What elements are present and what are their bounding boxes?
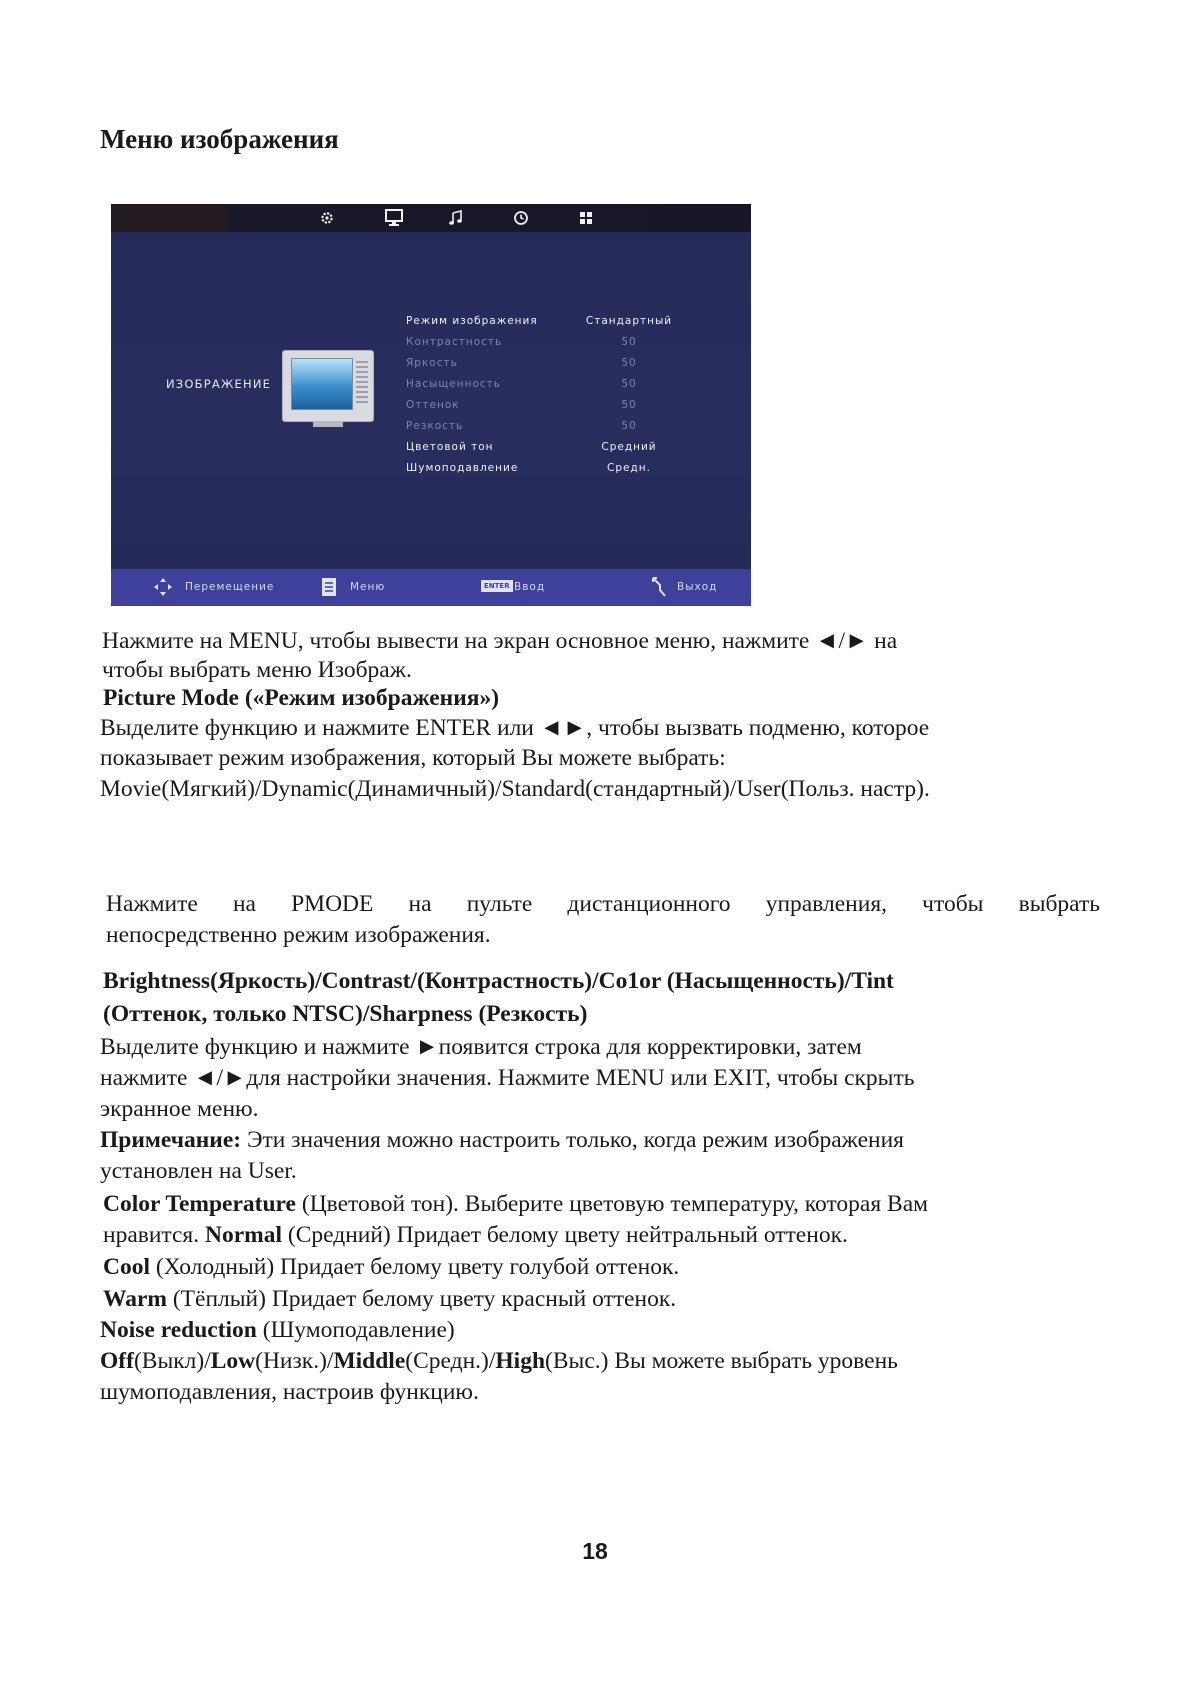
osd-row-label: Насыщенность — [406, 378, 501, 390]
osd-row-value: 50 — [621, 336, 637, 348]
color-temp-line-1 — [103, 1189, 928, 1220]
osd-row-noise-reduction[interactable] — [406, 459, 706, 480]
cool-line — [103, 1252, 679, 1283]
normal-text: (Средний) Придает белому цвету нейтральный оттенок. — [282, 1222, 848, 1248]
high-label: High — [495, 1348, 546, 1374]
high-text: (Выс.) Вы можете выбрать уровень — [545, 1348, 898, 1374]
osd-row-value: Стандартный — [585, 315, 673, 327]
picture-mode-line-2: показывает режим изображения, который Вы можете выбрать: — [100, 745, 726, 771]
osd-row-value: 50 — [621, 399, 637, 411]
music-note-icon — [447, 210, 465, 226]
osd-row-label: Яркость — [406, 357, 458, 369]
osd-row-sharpness[interactable] — [406, 417, 706, 438]
picture-mode-heading: Picture Mode («Режим изображения») — [103, 685, 500, 711]
intro-line-2: чтобы выбрать меню Изображ. — [102, 657, 412, 683]
intro-line-1: Нажмите на MENU, чтобы вывести на экран основное меню, нажмите ◄/► на — [102, 628, 898, 654]
osd-row-label: Режим изображения — [406, 315, 538, 327]
picture-menu-screenshot — [111, 204, 751, 606]
cool-label: Cool — [103, 1254, 150, 1280]
osd-hint-bar — [111, 569, 751, 606]
color-temp-label: Color Temperature — [103, 1191, 296, 1217]
osd-row-contrast[interactable] — [406, 333, 706, 354]
osd-row-label: Оттенок — [406, 399, 460, 411]
enter-key-icon: ENTER — [481, 580, 513, 592]
brightness-line-1: Выделите функцию и нажмите ►появится строка для корректировки, затем — [100, 1034, 862, 1060]
osd-row-value: 50 — [621, 378, 637, 390]
tv-illustration — [282, 350, 374, 422]
noise-reduction-label: Noise reduction — [100, 1317, 257, 1343]
color-temp-line-2 — [103, 1220, 848, 1251]
page-number: 18 — [582, 1538, 608, 1564]
osd-row-tint[interactable] — [406, 396, 706, 417]
osd-row-brightness[interactable] — [406, 354, 706, 375]
color-temp-text: (Цветовой тон). Выберите цветовую температуру, которая Вам — [296, 1191, 929, 1217]
middle-label: Middle — [333, 1348, 406, 1374]
pmode-line-2: непосредственно режим изображения. — [106, 922, 491, 948]
hint-enter: Ввод — [514, 581, 546, 593]
noise-reduction-line-1 — [100, 1315, 455, 1346]
osd-row-label: Контрастность — [406, 336, 503, 348]
noise-reduction-line-3: шумоподавления, настроив функцию. — [100, 1379, 479, 1405]
osd-row-color[interactable] — [406, 375, 706, 396]
osd-row-color-temperature[interactable] — [406, 438, 706, 459]
move-arrows-icon — [153, 577, 173, 597]
note-line-1 — [100, 1125, 904, 1156]
brightness-heading-line-1: Brightness(Яркость)/Contrast/(Контрастность)/Co1or (Насыщенность)/Tint — [103, 968, 894, 994]
monitor-icon — [384, 209, 404, 227]
picture-mode-line-3: Movie(Мягкий)/Dynamic(Динамичный)/Standard(стандартный)/User(Польз. настр). — [100, 776, 930, 802]
osd-row-label: Шумоподавление — [406, 462, 519, 474]
middle-text: (Средн.)/ — [405, 1348, 496, 1374]
osd-row-label: Цветовой тон — [406, 441, 494, 453]
warm-text: (Тёплый) Придает белому цвету красный оттенок. — [166, 1286, 677, 1312]
cool-text: (Холодный) Придает белому цвету голубой оттенок. — [150, 1254, 680, 1280]
hint-menu: Меню — [350, 581, 386, 593]
osd-row-label: Резкость — [406, 420, 464, 432]
color-temp-text-pre: нравится. — [103, 1222, 205, 1248]
grid-icon — [577, 210, 595, 226]
off-label: Off — [100, 1348, 134, 1374]
off-text: (Выкл)/ — [133, 1348, 211, 1374]
osd-section-label: ИЗОБРАЖЕНИЕ — [166, 377, 272, 391]
brightness-line-2: нажмите ◄/►для настройки значения. Нажмите MENU или EXIT, чтобы скрыть — [100, 1065, 915, 1091]
brightness-line-3: экранное меню. — [100, 1096, 259, 1122]
clock-icon — [512, 210, 530, 226]
picture-mode-line-1: Выделите функцию и нажмите ENTER или ◄►, чтобы вызвать подменю, которое — [100, 715, 930, 741]
page-title: Меню изображения — [100, 124, 339, 154]
gear-icon — [318, 210, 336, 226]
exit-icon — [650, 576, 668, 598]
noise-reduction-text: (Шумоподавление) — [256, 1317, 455, 1343]
low-label: Low — [210, 1348, 256, 1374]
osd-row-value: Средний — [601, 441, 657, 453]
note-label: Примечание: — [100, 1127, 242, 1153]
osd-row-value: Средн. — [607, 462, 651, 474]
osd-tab-bar — [111, 204, 751, 232]
noise-reduction-line-2 — [100, 1346, 898, 1377]
pmode-line-1: Нажмите на PMODE на пульте дистанционного управления, чтобы выбрать — [106, 891, 1100, 917]
note-text: Эти значения можно настроить только, когда режим изображения — [241, 1127, 904, 1153]
menu-icon — [321, 577, 337, 597]
osd-settings-list — [406, 312, 706, 480]
hint-move: Перемещение — [185, 581, 275, 593]
osd-row-picture-mode[interactable] — [406, 312, 706, 333]
osd-row-value: 50 — [621, 357, 637, 369]
osd-row-value: 50 — [621, 420, 637, 432]
note-line-2: установлен на User. — [100, 1158, 297, 1184]
low-text: (Низк.)/ — [255, 1348, 334, 1374]
normal-label: Normal — [204, 1222, 282, 1248]
brightness-heading-line-2: (Оттенок, только NTSC)/Sharpness (Резкость) — [103, 1001, 588, 1027]
hint-exit: Выход — [677, 581, 718, 593]
warm-label: Warm — [103, 1286, 167, 1312]
warm-line — [103, 1284, 676, 1315]
